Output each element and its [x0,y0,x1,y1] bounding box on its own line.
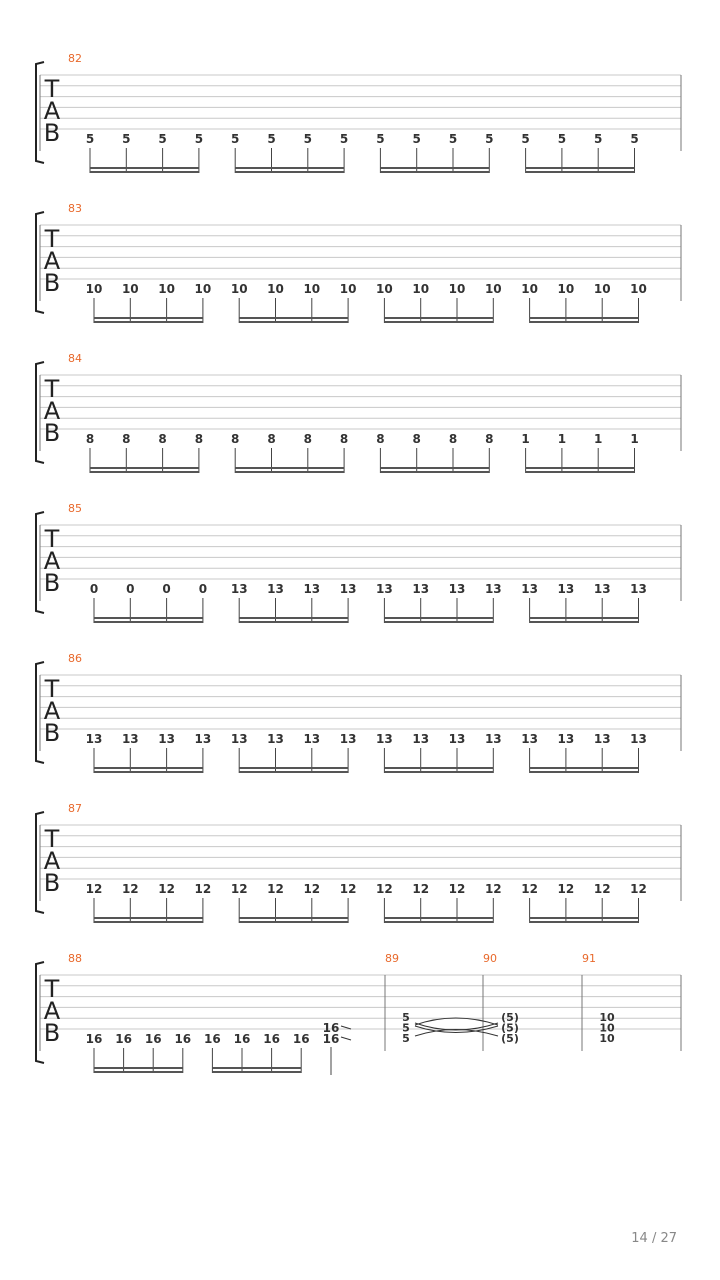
fret-number: 13 [557,732,575,746]
tab-clef-b: B [43,269,61,297]
fret-number: (5) [501,1021,519,1035]
fret-number: 12 [230,882,248,896]
fret-number: 16 [322,1021,340,1035]
tab-clef-b: B [43,419,61,447]
fret-number: 13 [593,732,611,746]
fret-number: 13 [376,582,393,596]
fret-number: 8 [158,432,167,446]
fret-number: 13 [194,732,212,746]
fret-number: 10 [599,1011,615,1024]
tab-clef-a: A [43,97,61,125]
fret-number: 10 [339,282,357,296]
fret-number: 12 [158,882,175,896]
fret-number: 8 [485,432,494,446]
fret-number: 12 [557,882,575,896]
fret-number: 10 [158,282,175,296]
tab-clef-a: A [43,547,61,575]
slide-mark [341,1037,351,1040]
fret-number: 13 [448,732,466,746]
fret-number: 13 [303,582,321,596]
fret-number: 12 [303,882,321,896]
fret-number: 16 [322,1032,340,1046]
fret-number: 10 [376,282,393,296]
fret-number: 13 [557,582,575,596]
tab-clef-b: B [43,719,61,747]
fret-number: 10 [194,282,212,296]
tab-clef-t: T [44,975,60,1003]
fret-number: 10 [484,282,502,296]
fret-number: 13 [230,732,248,746]
bar-number: 91 [582,952,596,965]
fret-number: 8 [339,432,349,446]
fret-number: 12 [376,882,393,896]
bar-number: 88 [68,952,82,965]
fret-number: 16 [174,1032,192,1046]
fret-number: 13 [339,582,357,596]
fret-number: 16 [144,1032,162,1046]
fret-number: 16 [85,1032,103,1046]
tab-clef-b: B [43,869,61,897]
fret-number: 8 [376,432,385,446]
fret-number: 8 [303,432,312,446]
fret-number: 5 [402,1011,410,1024]
bar-number: 86 [68,652,82,665]
fret-number: 13 [412,582,430,596]
fret-number: 13 [521,732,538,746]
fret-number: 10 [121,282,139,296]
tab-clef-t: T [44,375,60,403]
fret-number: 12 [121,882,139,896]
fret-number: 13 [230,582,248,596]
fret-number: 8 [85,432,95,446]
fret-number: 1 [521,432,530,446]
fret-number: 16 [204,1032,221,1046]
fret-number: 10 [267,282,284,296]
fret-number: 1 [630,432,639,446]
fret-number: 13 [484,582,502,596]
fret-number: 16 [233,1032,251,1046]
tab-clef-a: A [43,847,61,875]
fret-number: 5 [194,132,204,146]
fret-number: 8 [267,432,276,446]
tie-arc [415,1018,498,1025]
fret-number: 0 [162,582,171,596]
fret-number: 5 [158,132,167,146]
fret-number: 12 [339,882,357,896]
fret-number: (5) [501,1011,519,1024]
fret-number: 12 [593,882,611,896]
fret-number: 10 [303,282,321,296]
fret-number: 13 [158,732,175,746]
tab-clef-a: A [43,397,61,425]
fret-number: 12 [630,882,647,896]
fret-number: 13 [121,732,139,746]
fret-number: 10 [557,282,575,296]
page-number: 14 / 27 [631,1231,677,1246]
tab-clef-a: A [43,697,61,725]
tab-clef-t: T [44,525,60,553]
fret-number: 16 [115,1032,132,1046]
fret-number: 13 [448,582,466,596]
fret-number: 12 [484,882,502,896]
fret-number: 13 [593,582,611,596]
fret-number: 5 [557,132,567,146]
tab-clef-b: B [43,119,61,147]
tab-clef-t: T [44,225,60,253]
fret-number: 10 [412,282,430,296]
fret-number: 5 [339,132,349,146]
fret-number: 12 [448,882,466,896]
fret-number: 5 [448,132,458,146]
fret-number: 8 [231,432,240,446]
fret-number: 5 [594,132,603,146]
bar-number: 82 [68,52,82,65]
fret-number: 1 [594,432,603,446]
tab-clef-b: B [43,1019,61,1047]
fret-number: 13 [85,732,103,746]
fret-number: 10 [230,282,248,296]
fret-number: 10 [521,282,538,296]
fret-number: 0 [89,582,99,596]
fret-number: 10 [593,282,611,296]
tab-clef-a: A [43,247,61,275]
tab-clef-t: T [44,75,60,103]
fret-number: 5 [630,132,639,146]
fret-number: 5 [376,132,385,146]
fret-number: 5 [412,132,421,146]
fret-number: 12 [521,882,538,896]
fret-number: 5 [521,132,530,146]
fret-number: 5 [231,132,240,146]
fret-number: 13 [630,582,647,596]
fret-number: 13 [412,732,430,746]
tab-clef-b: B [43,569,61,597]
fret-number: 13 [267,582,284,596]
fret-number: 5 [85,132,95,146]
fret-number: 12 [412,882,430,896]
bar-number: 84 [68,352,82,365]
fret-number: 5 [402,1032,410,1045]
fret-number: 13 [339,732,357,746]
fret-number: 10 [599,1021,615,1035]
fret-number: 8 [122,432,131,446]
fret-number: 5 [122,132,131,146]
fret-number: 8 [194,432,204,446]
fret-number: 10 [630,282,647,296]
fret-number: 13 [484,732,502,746]
bar-number: 85 [68,502,82,515]
fret-number: 0 [126,582,135,596]
tab-clef-a: A [43,997,61,1025]
fret-number: 8 [412,432,421,446]
fret-number: 5 [402,1021,410,1035]
fret-number: 13 [303,732,321,746]
fret-number: 1 [557,432,567,446]
fret-number: 13 [630,732,647,746]
tab-clef-t: T [44,825,60,853]
fret-number: 12 [267,882,284,896]
fret-number: 12 [85,882,103,896]
fret-number: 13 [267,732,284,746]
fret-number: 10 [85,282,103,296]
fret-number: 8 [448,432,458,446]
fret-number: 16 [263,1032,280,1046]
fret-number: 13 [521,582,538,596]
fret-number: 0 [198,582,208,596]
bar-number: 89 [385,952,399,965]
bar-number: 83 [68,202,82,215]
fret-number: 16 [292,1032,310,1046]
fret-number: 5 [485,132,494,146]
fret-number: 12 [194,882,212,896]
tab-clef-t: T [44,675,60,703]
fret-number: 5 [303,132,312,146]
fret-number: 13 [376,732,393,746]
fret-number: 5 [267,132,276,146]
fret-number: (5) [501,1032,519,1045]
bar-number: 90 [483,952,497,965]
fret-number: 10 [448,282,466,296]
fret-number: 10 [599,1032,615,1045]
bar-number: 87 [68,802,82,815]
